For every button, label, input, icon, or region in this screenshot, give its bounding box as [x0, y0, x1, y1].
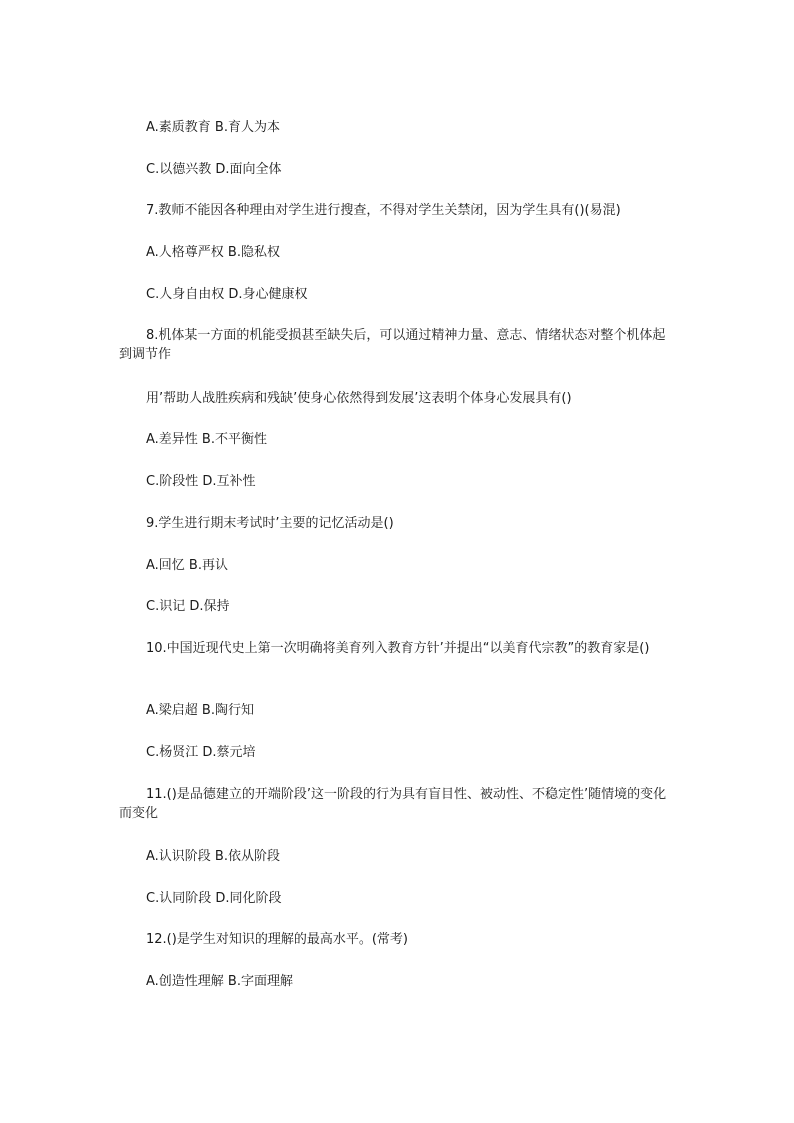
option-line: C.认同阶段 D.同化阶段	[146, 891, 282, 906]
option-line: A.梁启超 B.陶行知	[146, 703, 254, 718]
option-line: A.人格尊严权 B.隐私权	[146, 245, 280, 260]
question-9: 9.学生进行期末考试时’主要的记忆活动是()	[146, 516, 394, 531]
question-8-continued: 用’帮助人战胜疾病和残缺’使身心依然得到发展’这表明个体身心发展具有()	[146, 391, 572, 406]
option-line: A.素质教育 B.育人为本	[146, 120, 280, 135]
option-line: A.差异性 B.不平衡性	[146, 432, 267, 447]
question-10: 10.中国近现代史上第一次明确将美育列入教育方针’并提出“以美育代宗教”的教育家是()	[146, 641, 650, 656]
question-12: 12.()是学生对知识的理解的最高水平。(常考)	[146, 932, 408, 947]
option-line: C.以德兴教 D.面向全体	[146, 162, 282, 177]
question-8: 8.机体某一方面的机能受损甚至缺失后，可以通过精神力量、意志、情绪状态对整个机体起到调节作	[119, 328, 666, 362]
question-11: 11.()是品德建立的开端阶段’这一阶段的行为具有盲目性、被动性、不稳定性’随情境的变化而变化	[119, 787, 667, 821]
option-line: C.杨贤江 D.蔡元培	[146, 745, 256, 760]
question-7: 7.教师不能因各种理由对学生进行搜查，不得对学生关禁闭，因为学生具有()(易混)	[146, 203, 621, 218]
option-line: C.识记 D.保持	[146, 599, 230, 614]
option-line: C.人身自由权 D.身心健康权	[146, 287, 308, 302]
option-line: A.回忆 B.再认	[146, 558, 228, 573]
option-line: A.认识阶段 B.依从阶段	[146, 849, 280, 864]
option-line: A.创造性理解 B.字面理解	[146, 974, 293, 989]
option-line: C.阶段性 D.互补性	[146, 474, 256, 489]
